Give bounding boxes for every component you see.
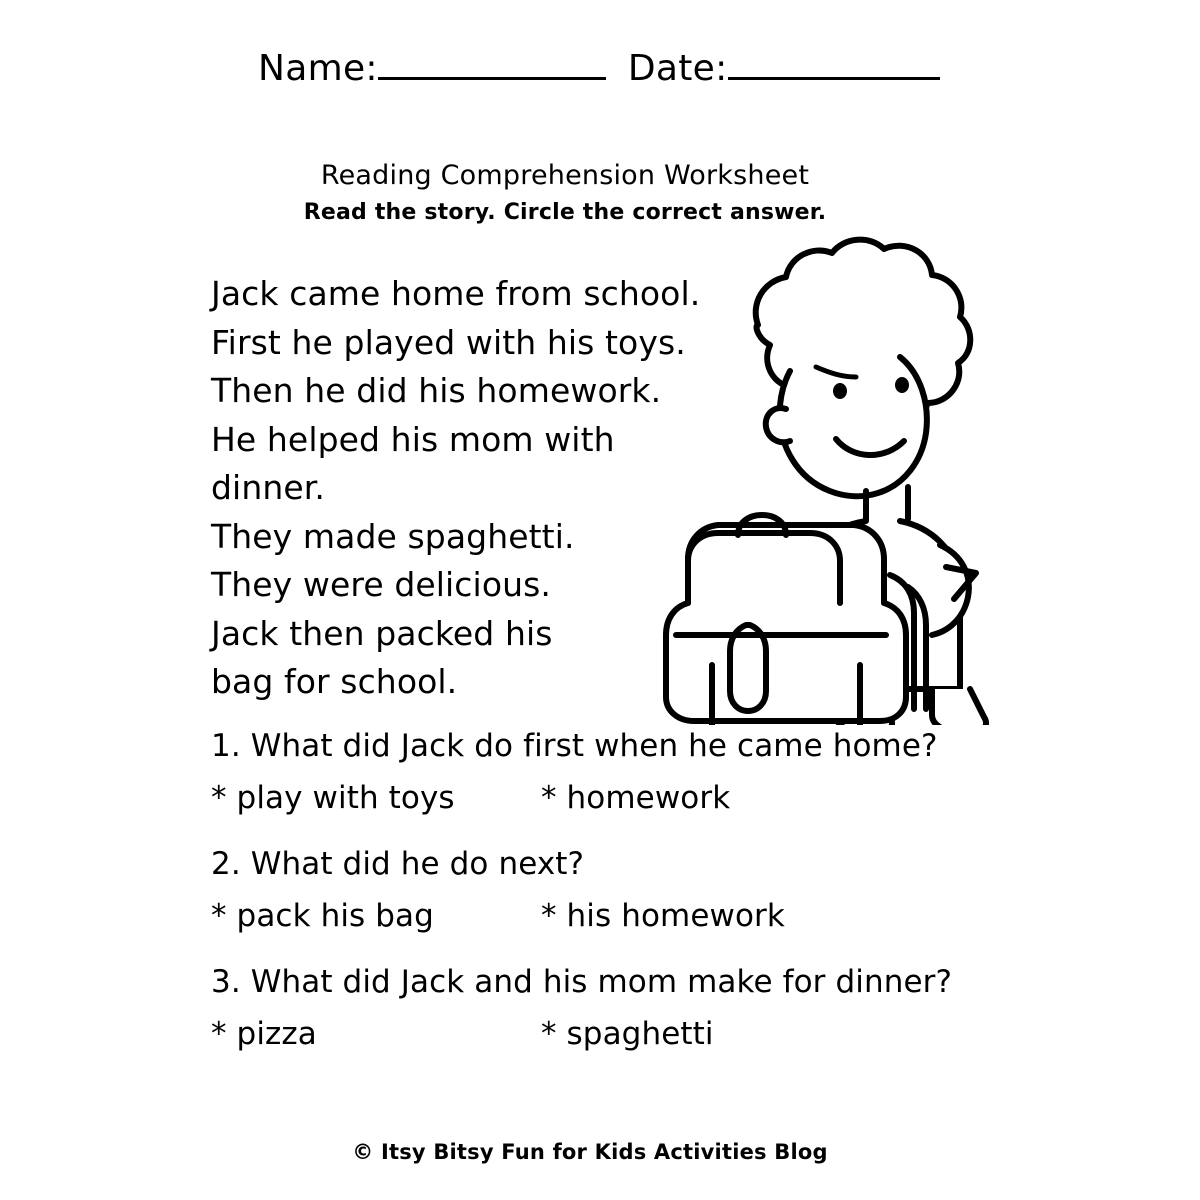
page-subtitle: Read the story. Circle the correct answer. (303, 200, 827, 225)
answer-options (211, 780, 1071, 816)
question-item (211, 964, 1071, 1000)
question-text: What did he do next? (250, 846, 585, 882)
question-number: 1. (211, 728, 241, 764)
story-line: Jack then packed his (211, 613, 553, 653)
questions-list (211, 728, 1071, 1082)
boy-with-backpack-icon (640, 195, 1020, 725)
page-title: Reading Comprehension Worksheet (320, 160, 810, 191)
answer-option[interactable]: * pack his bag (211, 898, 434, 934)
date-input-line[interactable] (728, 77, 940, 80)
story-line: They made spaghetti. (211, 516, 575, 556)
question-text: What did Jack do first when he came home? (250, 728, 938, 764)
answer-options (211, 898, 1071, 934)
date-label: Date: (627, 48, 728, 89)
story-line: Then he did his homework. (211, 371, 662, 410)
answer-option[interactable]: * spaghetti (541, 1016, 714, 1052)
question-item (211, 846, 1071, 882)
question-number: 3. (211, 964, 241, 1000)
name-input-line[interactable] (378, 77, 606, 80)
answer-option[interactable]: * pizza (211, 1016, 317, 1052)
answer-options (211, 1016, 1071, 1052)
question-item (211, 728, 1071, 764)
story-line: They were delicious. (211, 565, 552, 604)
story-line: He helped his mom with (211, 419, 615, 459)
story-line: Jack came home from school. (211, 274, 701, 313)
answer-option[interactable]: * his homework (541, 898, 785, 934)
story-line: bag for school. (211, 662, 458, 701)
story-line: dinner. (211, 468, 325, 507)
answer-option[interactable]: * homework (541, 780, 731, 816)
footer-credit: © Itsy Bitsy Fun for Kids Activities Blog (352, 1140, 828, 1164)
story-line: First he played with his toys. (211, 322, 686, 362)
answer-option[interactable]: * play with toys (211, 780, 455, 816)
question-number: 2. (211, 846, 241, 882)
name-label: Name: (258, 48, 378, 89)
name-date-row (258, 48, 940, 89)
question-text: What did Jack and his mom make for dinner? (250, 964, 953, 1000)
